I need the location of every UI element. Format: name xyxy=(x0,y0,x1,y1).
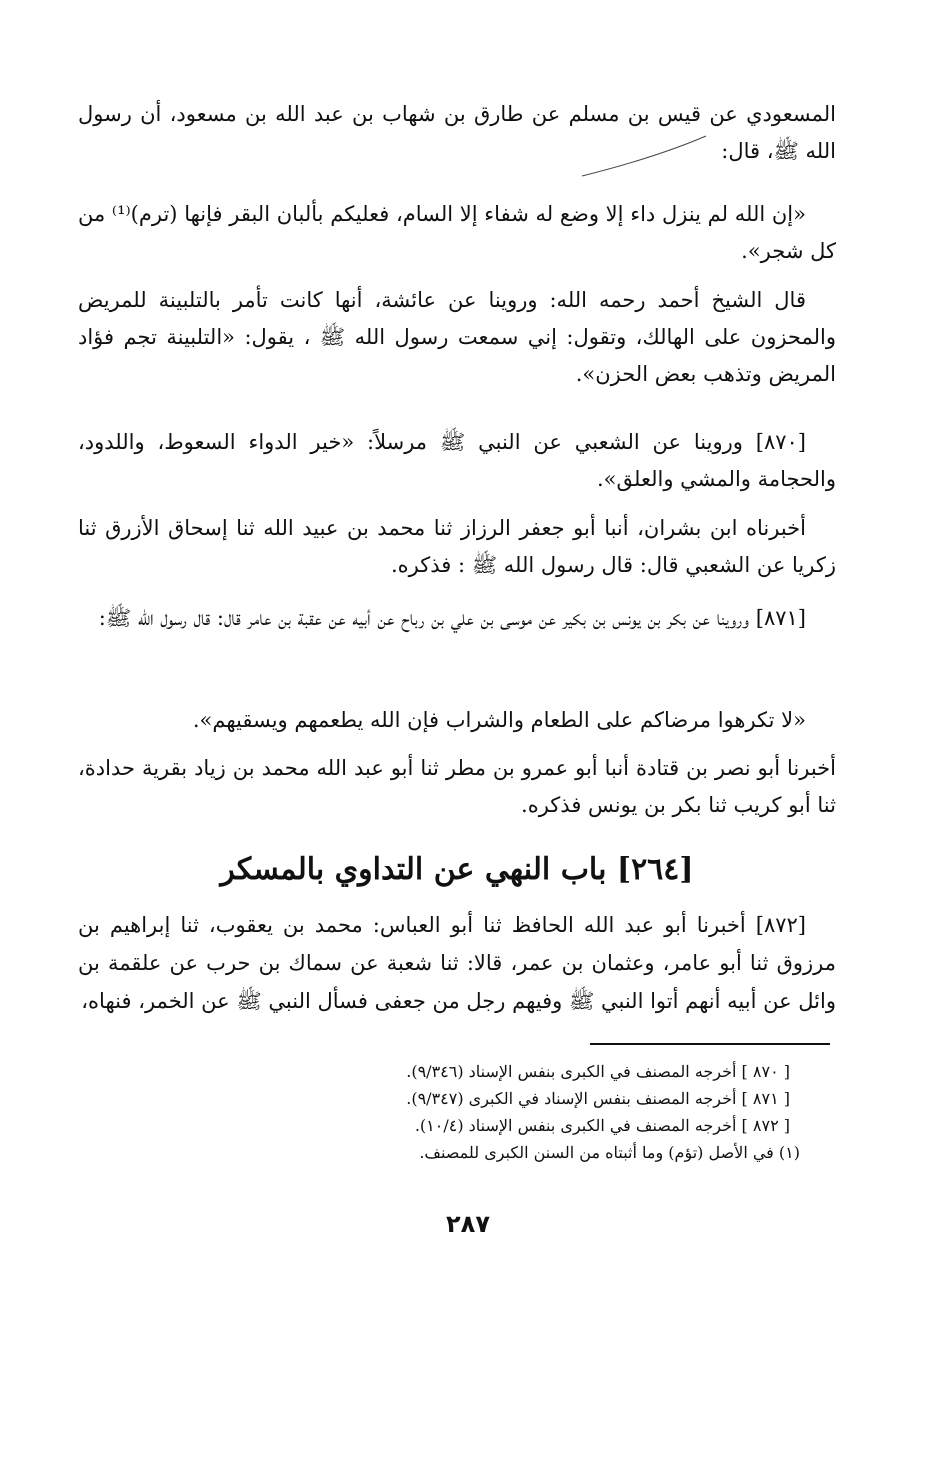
section-paragraph: [٨٧٢] أخبرنا أبو عبد الله الحافظ ثنا أبو العباس: محمد بن يعقوب، ثنا إبراهيم بن مرزوق ثنا أبو عامر، وعثمان بن عمر، قالا: ثنا شعبة عن سماك بن حرب عن علقمة بن وائل عن أبيه أنهم أتوا النبي ﷺ وفيهم رجل من جعفى فسأل النبي ﷺ عن الخمر، فنهاه، xyxy=(78,913,836,1013)
paragraph-3: قال الشيخ أحمد رحمه الله: وروينا عن عائشة، أنها كانت تأمر بالتلبينة للمريض والمحزون على الهالك، وتقول: إني سمعت رسول الله ﷺ ، يقول: «التلبينة تجم فؤاد المريض وتذهب بعض الحزن». xyxy=(78,288,836,386)
footnote-872: [ ٨٧٢ ] أخرجه المصنف في الكبرى بنفس الإسناد (١٠/٤). xyxy=(414,1116,790,1135)
pencil-mark-icon xyxy=(578,130,708,180)
page-number: ٢٨٧ xyxy=(446,1210,490,1238)
paragraph-4: [٨٧٠] وروينا عن الشعبي عن النبي ﷺ مرسلاً: «خير الدواء السعوط، واللدود، والحجامة والمشي والعلق». xyxy=(78,430,836,491)
footnote-divider xyxy=(590,1043,830,1045)
section-heading: [٢٦٤] باب النهي عن التداوي بالمسكر xyxy=(220,852,694,887)
paragraph-7: «لا تكرهوا مرضاكم على الطعام والشراب فإن الله يطعمهم ويسقيهم». xyxy=(192,708,806,732)
footnote-871: [ ٨٧١ ] أخرجه المصنف بنفس الإسناد في الكبرى (٩/٣٤٧). xyxy=(406,1089,790,1108)
footnote-870: [ ٨٧٠ ] أخرجه المصنف في الكبرى بنفس الإسناد (٩/٣٤٦). xyxy=(406,1062,790,1081)
paragraph-1: المسعودي عن قيس بن مسلم عن طارق بن شهاب بن عبد الله بن مسعود، أن رسول الله ﷺ، قال: xyxy=(78,102,836,163)
paragraph-6: [٨٧١] وروينا عن بكر بن يونس بن بكير عن موسى بن علي بن رباح عن أبيه عن عقبة بن عامر قال: قال رسول الله ﷺ: xyxy=(98,606,806,630)
paragraph-8: أخبرنا أبو نصر بن قتادة أنبا أبو عمرو بن مطر ثنا أبو عبد الله محمد بن زياد بقرية حدادة، ثنا أبو كريب ثنا بكر بن يونس فذكره. xyxy=(78,756,836,817)
paragraph-5: أخبرناه ابن بشران، أنبا أبو جعفر الرزاز ثنا محمد بن عبيد الله ثنا إسحاق الأزرق ثنا زكريا عن الشعبي قال: قال رسول الله ﷺ : فذكره. xyxy=(78,516,836,577)
footnotes xyxy=(78,1058,836,1166)
paragraph-2: «إن الله لم ينزل داء إلا وضع له شفاء إلا السام، فعليكم بألبان البقر فإنها (ترم)⁽¹⁾ من كل شجر». xyxy=(78,202,836,263)
footnote-1: (١) في الأصل (تؤم) وما أثبتاه من السنن الكبرى للمصنف. xyxy=(419,1143,800,1162)
